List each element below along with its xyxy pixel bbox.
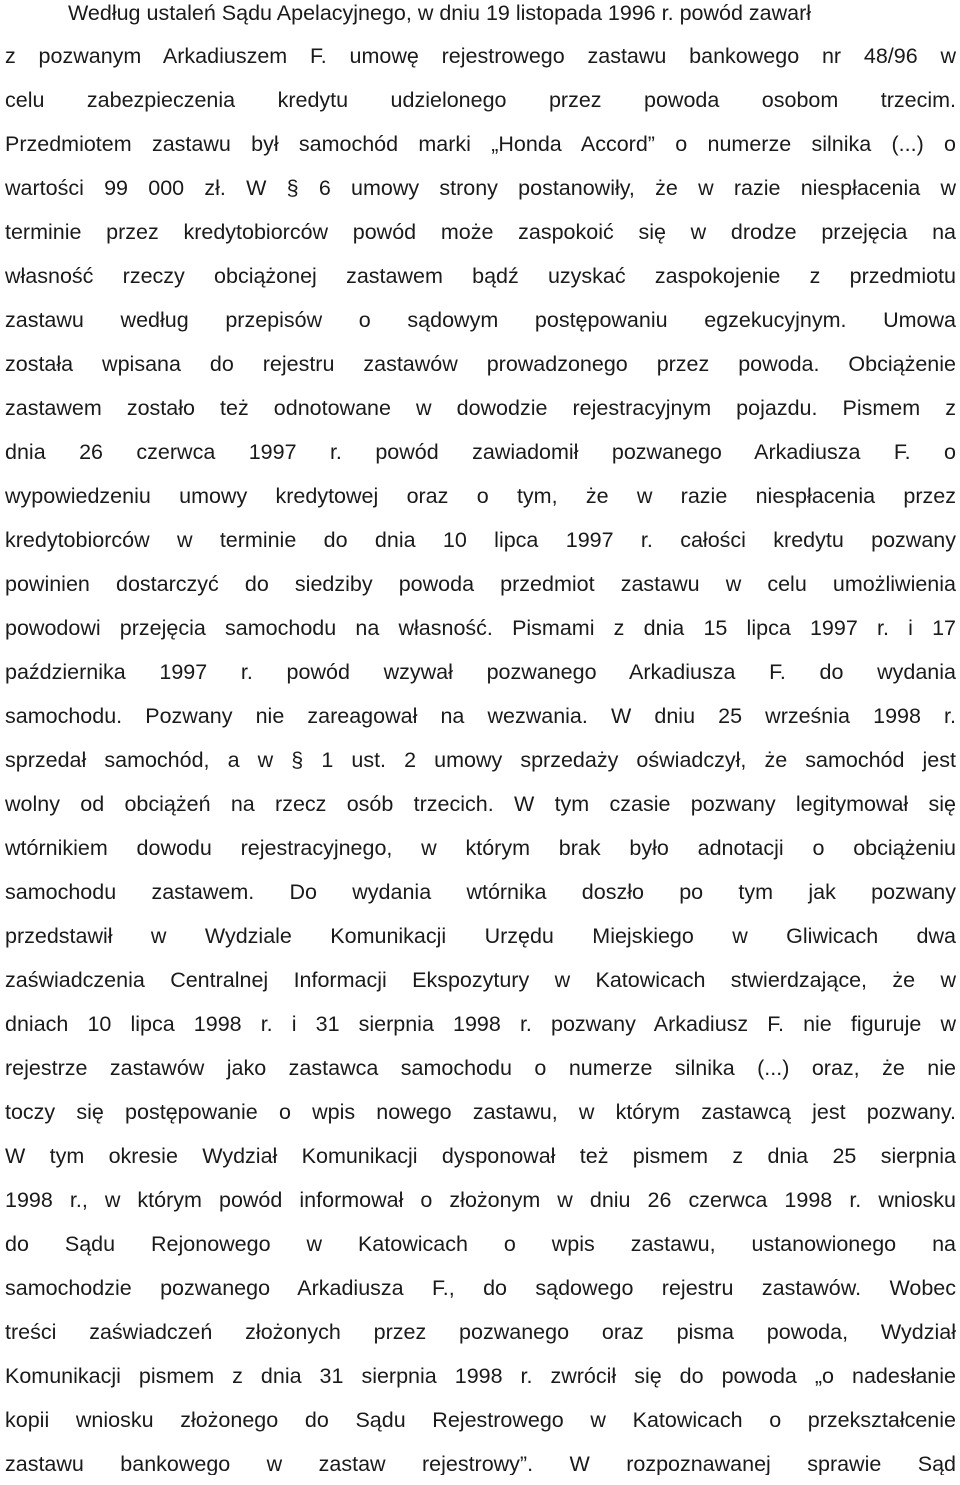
text-line: powinien dostarczyć do siedziby powoda przedmiot zastawu w celu umożliwienia [5, 572, 956, 596]
text-line: wtórnikiem dowodu rejestracyjnego, w którym brak było adnotacji o obciążeniu [5, 836, 956, 860]
text-line: dniach 10 lipca 1998 r. i 31 sierpnia 1998 r. pozwany Arkadiusz F. nie figuruje w [5, 1012, 956, 1036]
text-line: wartości 99 000 zł. W § 6 umowy strony postanowiły, że w razie niespłacenia w [5, 176, 956, 200]
text-line: sprzedał samochód, a w § 1 ust. 2 umowy sprzedaży oświadczył, że samochód jest [5, 748, 956, 772]
text-line: wypowiedzeniu umowy kredytowej oraz o tym, że w razie niespłacenia przez [5, 484, 956, 508]
text-line: dnia 26 czerwca 1997 r. powód zawiadomił pozwanego Arkadiusza F. o [5, 440, 956, 464]
text-line: przedstawił w Wydziale Komunikacji Urzędu Miejskiego w Gliwicach dwa [5, 924, 956, 948]
text-line: terminie przez kredytobiorców powód może zaspokoić się w drodze przejęcia na [5, 220, 956, 244]
text-line: 1998 r., w którym powód informował o złożonym w dniu 26 czerwca 1998 r. wniosku [5, 1188, 956, 1212]
text-line: kredytobiorców w terminie do dnia 10 lipca 1997 r. całości kredytu pozwany [5, 528, 956, 552]
text-line: do Sądu Rejonowego w Katowicach o wpis zastawu, ustanowionego na [5, 1232, 956, 1256]
text-line: Komunikacji pismem z dnia 31 sierpnia 1998 r. zwrócił się do powoda „o nadesłanie [5, 1364, 956, 1388]
text-line: toczy się postępowanie o wpis nowego zastawu, w którym zastawcą jest pozwany. [5, 1100, 956, 1124]
text-line: zastawu według przepisów o sądowym postępowaniu egzekucyjnym. Umowa [5, 308, 956, 332]
text-line: zastawem zostało też odnotowane w dowodzie rejestracyjnym pojazdu. Pismem z [5, 396, 956, 420]
text-line: Przedmiotem zastawu był samochód marki „Honda Accord” o numerze silnika (...) o [5, 132, 956, 156]
text-line: Według ustaleń Sądu Apelacyjnego, w dniu 19 listopada 1996 r. powód zawarł [68, 1, 812, 25]
text-line: własność rzeczy obciążonej zastawem bądź uzyskać zaspokojenie z przedmiotu [5, 264, 956, 288]
text-line: rejestrze zastawów jako zastawca samochodu o numerze silnika (...) oraz, że nie [5, 1056, 956, 1080]
text-line: została wpisana do rejestru zastawów prowadzonego przez powoda. Obciążenie [5, 352, 956, 376]
text-line: powodowi przejęcia samochodu na własność. Pismami z dnia 15 lipca 1997 r. i 17 [5, 616, 956, 640]
text-line: samochodu zastawem. Do wydania wtórnika doszło po tym jak pozwany [5, 880, 956, 904]
text-line: zaświadczenia Centralnej Informacji Ekspozytury w Katowicach stwierdzające, że w [5, 968, 956, 992]
text-line: treści zaświadczeń złożonych przez pozwanego oraz pisma powoda, Wydział [5, 1320, 956, 1344]
text-line: samochodu. Pozwany nie zareagował na wezwania. W dniu 25 września 1998 r. [5, 704, 956, 728]
text-line: października 1997 r. powód wzywał pozwanego Arkadiusza F. do wydania [5, 660, 956, 684]
text-line: W tym okresie Wydział Komunikacji dysponował też pismem z dnia 25 sierpnia [5, 1144, 956, 1168]
text-line: samochodzie pozwanego Arkadiusza F., do sądowego rejestru zastawów. Wobec [5, 1276, 956, 1300]
text-line: kopii wniosku złożonego do Sądu Rejestrowego w Katowicach o przekształcenie [5, 1408, 956, 1432]
text-line: z pozwanym Arkadiuszem F. umowę rejestrowego zastawu bankowego nr 48/96 w [5, 44, 956, 68]
text-line: celu zabezpieczenia kredytu udzielonego przez powoda osobom trzecim. [5, 88, 956, 112]
text-line: zastawu bankowego w zastaw rejestrowy”. W rozpoznawanej sprawie Sąd [5, 1452, 956, 1475]
text-line: wolny od obciążeń na rzecz osób trzecich. W tym czasie pozwany legitymował się [5, 792, 956, 816]
